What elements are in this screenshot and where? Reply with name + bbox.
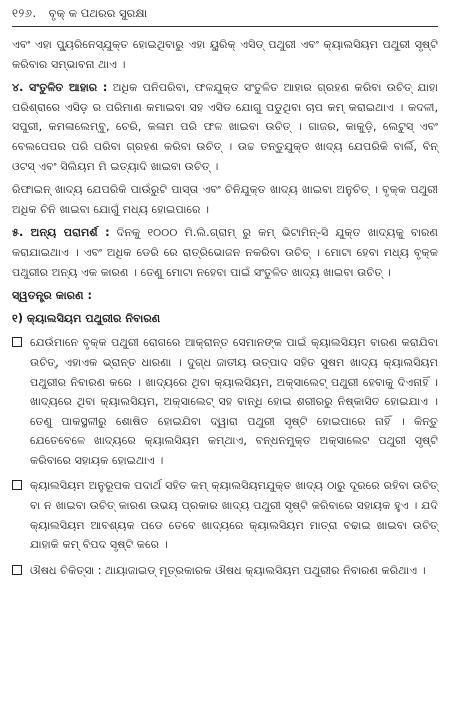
list-item-text: ଯେଉଁମାନେ ବୃକ୍କ ପଥୁରୀ ରୋଗରେ ଆକ୍ରାନ୍ତ ସେମାନଙ୍କ ପାଇଁ କ୍ୟାଲସିୟମ ବାରଣ କରାଯିବା ଉଚିତ୍, ଏହାଏକ ଭ୍ରାନ୍ତ ଧାରଣା । ଦୁଗ୍ଧ ଜାତୀୟ ଉତ୍ପାଦ ସହିତ ସୁଷମ ଖାଦ୍ୟ କ୍ୟାଲସିୟମ ପଥୁରୀର ନିବାରଣ କରେ । ଖାଦ୍ୟରେ ଥିବା କ୍ୟାଲସିୟମ, ଅକ୍ସାଲେଟ୍ ପଥୁରୀ ହେବାକୁ ଦିଏନାହିଁ । ଖାଦ୍ୟରେ ଥିବା କ୍ୟାଲସିୟମ, ଅକ୍ସାଲେଟ୍ ସହ ବାନ୍ଧି ହୋଇ ଶରୀରରୁ ନିଷ୍କାସିତ ହୋଇଯାଏ । ତେଣୁ ପାକସ୍ଥଳୀରୁ ଶୋଷିତ ହୋଇଯିବା ଦ୍ୱାରା ପଥୁରୀ ସୃଷ୍ଟି ହୋଇପାରେ ନାହିଁ । କିନ୍ତୁ ଯେତେବେଳେ ଖାଦ୍ୟରେ କ୍ୟାଲସିୟମ କମ୍‌ଥାଏ, ବନ୍ଧନମୁକ୍ତ ଅକ୍ସାଲେଟ ପଥୁରୀ ସୃଷ୍ଟି କରିବାରେ ସହାୟକ ହୋଇଥାଏ । xyxy=(30,336,438,467)
book-title: ବୃକ୍ କ ପଥରର ସୁରକ୍ଷା xyxy=(48,6,148,20)
paragraph xyxy=(12,223,438,282)
subsection-heading: ୧) କ୍ୟାଲସିୟମ ପଥୁରୀର ନିବାରଣ xyxy=(12,311,161,325)
list-item-text: ଔଷଧ ଚିକିତ୍ସା : ଥାୟାଜାଇଡ୍ ମୂତ୍ରକାରକ ଔଷଧ କ୍ୟାଲସିୟମ ପଥୁରୀର ନିବାରଣ କରିଥାଏ । xyxy=(30,563,426,577)
page-content xyxy=(12,35,438,580)
paragraph-lead: ୫. ଅନ୍ୟ ପରାମର୍ଶ : xyxy=(12,226,110,240)
checkbox-bullet-icon xyxy=(12,337,22,347)
list-item xyxy=(12,333,438,470)
list-item xyxy=(12,476,438,554)
list-item xyxy=(12,561,438,581)
paragraph xyxy=(12,78,438,176)
paragraph-lead: ୪. ସଂତୁଳିତ ଆହାର : xyxy=(12,81,108,95)
list-item-text: କ୍ୟାଲସିୟମ ଅନୁରୂପକ ପଦାର୍ଥ ସହିତ କମ୍ କ୍ୟାଲସିୟମଯୁକ୍ତ ଖାଦ୍ୟ ଠାରୁ ଦୂରରେ ରହିବା ଉଚିତ୍ ବା ନ ଖାଇବା ଉଚିତ୍ କାରଣ ଉଭୟ ପ୍ରକାର ଖାଦ୍ୟ ପଥୁରୀ ସୃଷ୍ଟି କରିବାରେ ସହାୟକ ହୁଏ । ଯଦି କ୍ୟାଲସିୟମ ଆବଶ୍ୟକ ପଡେ ତେବେ ଖାଦ୍ୟରେ କ୍ୟାଲସିୟମ ମାତ୍ରା ବଢାଇ ଖାଇବା ଉଚିତ୍ ଯାହାକି କମ୍ ବିପଦ ସୃଷ୍ଟି କରେ । xyxy=(30,479,438,552)
running-header xyxy=(12,6,438,27)
paragraph: ରିଫାଇନ୍ ଖାଦ୍ୟ ଯେପରିକି ପାଉଁରୁଟି ପାସ୍ତା ଏବଂ ଚିନିଯୁକ୍ତ ଖାଦ୍ୟ ଖାଇବା ଅନୁଚିତ୍ । ବୃକ୍କ ପଥୁରୀ ଅଧିକ ଚିନି ଖାଇବା ଯୋଗୁଁ ମଧ୍ୟ ହୋଇପାରେ । xyxy=(12,183,438,216)
paragraph: ଏବଂ ଏହା ପ୍ୟୁରିନେସ୍‌ଯୁକ୍ତ ହୋଇଥିବାରୁ ଏହା ୟୁରିକ୍ ଏସିଡ୍ ପଥୁରୀ ଏବଂ କ୍ୟାଲସିୟମ ପଥୁରୀ ସୃଷ୍ଟି କରିବାର ସମ୍ଭାବନା ଥାଏ । xyxy=(12,38,438,71)
paragraph-body: ଅଧିକ ପନିପରିବା, ଫଳଯୁକ୍ତ ସଂତୁଳିତ ଆହାର ଗ୍ରହଣ କରିବା ଉଚିତ୍ ଯାହା ପରିଶ୍ରାରେ ଏସିଡ଼ ର ପରିମାଣ କମାଇବା ସହ ଏସିଡ ଯୋଗୁ ପଡୁଥିବା ଚାପ କମ୍ କରାଇଥାଏ । କଦଳୀ, ସପୁରୀ, କମଳାଲେମ୍ବୁ, ଚେରି, କଳାମ ପରି ଫଳ ଖାଇବା ଉଚିତ୍ । ଗାଜର, କାକୁଡ଼ି, ଲେଟୁସ୍ ଏବଂ ବେଲପେପର ପରି ପରିବା ଗ୍ରହଣ କରିବା ଉଚିତ୍ । ଉଚ୍ଚ ତନ୍ତୁଯୁକ୍ତ ଖାଦ୍ୟ ଯେପରିକି ବାର୍ଲି, ବିନ୍ ଓଟସ୍ ଏବଂ ସିଲିୟମ ମି ଇତ୍ୟାଦି ଖାଇବା ଉଚିତ୍ । xyxy=(12,81,438,173)
paragraph-body: ଦିନକୁ ୧୦୦୦ ମି.ଲି.ଗ୍ରାମ୍ ରୁ କମ୍ ଭିଟାମିନ୍-ସି ଯୁକ୍ତ ଖାଦ୍ୟକୁ ବାରଣ କରାଯାଇଥାଏ । ଏବଂ ଅଧିକ ଡେରି ରେ ରାତ୍ରିଭୋଜନ ନକରିବା ଉଚିତ୍ । ମୋଟା ହେବା ମଧ୍ୟ ବୃକ୍କ ପଥୁରୀର ଅନ୍ୟ ଏକ କାରଣ । ତେଣୁ ମୋଟା ନହେବା ପାଇଁ ସଂତୁଳିତ ଖାଦ୍ୟ ଖାଇବା ଉଚିତ୍ । xyxy=(12,226,438,279)
checkbox-bullet-icon xyxy=(12,565,22,575)
section-heading: ସ୍ୱତନ୍ତ୍ର କାରଣ : xyxy=(12,289,92,303)
checkbox-bullet-icon xyxy=(12,480,22,490)
page-number: ୧୨୬. xyxy=(12,6,37,20)
